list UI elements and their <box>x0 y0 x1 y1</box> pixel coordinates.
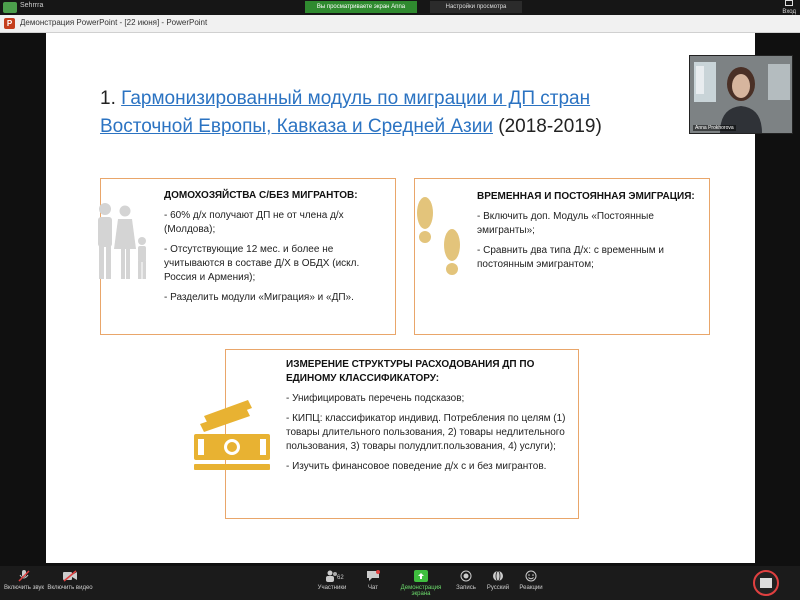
reactions-icon <box>524 570 538 582</box>
top-bar-label: Sehrrra <box>20 2 44 9</box>
powerpoint-icon: P <box>4 18 15 29</box>
remittance-text <box>286 358 572 474</box>
reactions-label: Реакции <box>519 585 543 591</box>
households-item: - Разделить модули «Миграция» и «ДП». <box>164 292 354 303</box>
slide-title <box>100 85 680 141</box>
video-feed-image <box>690 56 792 133</box>
remittance-spending-box <box>225 349 579 519</box>
exit-fullscreen-button[interactable] <box>782 0 796 16</box>
share-banner: Вы просматриваете экран Anna <box>305 1 417 13</box>
slide-title-years: (2018-2019) <box>492 116 602 137</box>
share-screen-label: Демонстрация экрана <box>400 585 442 597</box>
language-button[interactable] <box>484 568 512 591</box>
slide-title-number: 1. <box>100 88 122 109</box>
emigration-text <box>477 190 699 272</box>
channel-logo <box>744 569 788 599</box>
households-text <box>164 189 386 305</box>
households-migrants-box <box>100 178 396 335</box>
unmute-label: Включить звук <box>4 585 45 591</box>
money-icon <box>190 394 278 474</box>
chat-label: Чат <box>368 585 378 591</box>
exit-label: Вход <box>782 9 796 15</box>
emigration-box <box>414 178 710 335</box>
chat-button[interactable] <box>358 568 388 591</box>
slide-title-link[interactable]: Гармонизированный модуль по миграции и ДП стран Восточной Европы, Кавказа и Средней Азии <box>100 88 591 137</box>
households-item: - Отсутствующие 12 мес. и более не учитываются в составе Д/Х в ОБДХ (искл. Россия и Армения); <box>164 244 360 283</box>
record-icon <box>459 570 473 582</box>
remittance-item: - Изучить финансовое поведение д/х с и без мигрантов. <box>286 461 547 472</box>
video-camera-muted-icon <box>63 570 77 582</box>
view-options-button[interactable]: Настройки просмотра <box>430 1 522 13</box>
remittance-item: - КИПЦ: классификатор индивид. Потребления по целям (1) товары длительного пользования, 2) товары недлительного пользования, 3) товары полудлит.пользования, 4) услуги); <box>286 413 566 452</box>
households-heading: ДОМОХОЗЯЙСТВА С/БЕЗ МИГРАНТОВ: <box>164 190 358 201</box>
reactions-button[interactable] <box>516 568 546 591</box>
presentation-slide <box>46 33 755 563</box>
record-label: Запись <box>456 585 476 591</box>
participants-count: 62 <box>337 575 344 581</box>
start-video-label: Включить видео <box>47 585 93 591</box>
households-item: - 60% д/х получают ДП не от члена д/х (Молдова); <box>164 210 344 235</box>
zoom-logo-icon <box>3 2 17 13</box>
emigration-item: - Сравнить два типа Д/х: с временным и постоянным эмигрантом; <box>477 245 664 270</box>
microphone-muted-icon <box>17 570 31 582</box>
family-icon <box>95 201 153 283</box>
remittance-heading: ИЗМЕРЕНИЕ СТРУКТУРЫ РАСХОДОВАНИЯ ДП ПО ЕДИНОМУ КЛАССИФИКАТОРУ: <box>286 359 535 384</box>
emigration-item: - Включить доп. Модуль «Постоянные эмигранты»; <box>477 211 654 236</box>
zoom-toolbar <box>0 566 800 600</box>
participant-name: Anna Prokhorova <box>695 125 734 131</box>
footprints-icon <box>410 193 470 289</box>
participants-label: Участники <box>317 585 347 591</box>
chat-icon <box>366 570 380 582</box>
remittance-item: - Унифицировать перечень подсказов; <box>286 393 465 404</box>
powerpoint-title-bar <box>0 15 800 33</box>
record-button[interactable] <box>452 568 480 591</box>
unmute-button[interactable] <box>4 568 44 591</box>
start-video-button[interactable] <box>46 568 94 591</box>
share-screen-icon <box>414 570 428 582</box>
participants-button[interactable] <box>312 568 352 591</box>
window-title: Демонстрация PowerPoint - [22 июня] - PowerPoint <box>20 18 208 27</box>
channel-logo-icon <box>751 569 781 597</box>
fullscreen-icon <box>785 0 793 6</box>
globe-icon <box>491 570 505 582</box>
language-label: Русский <box>486 585 510 591</box>
emigration-heading: ВРЕМЕННАЯ И ПОСТОЯННАЯ ЭМИГРАЦИЯ: <box>477 191 695 202</box>
share-screen-button[interactable] <box>392 568 450 597</box>
participant-video[interactable] <box>689 55 793 134</box>
zoom-top-bar <box>0 0 800 15</box>
